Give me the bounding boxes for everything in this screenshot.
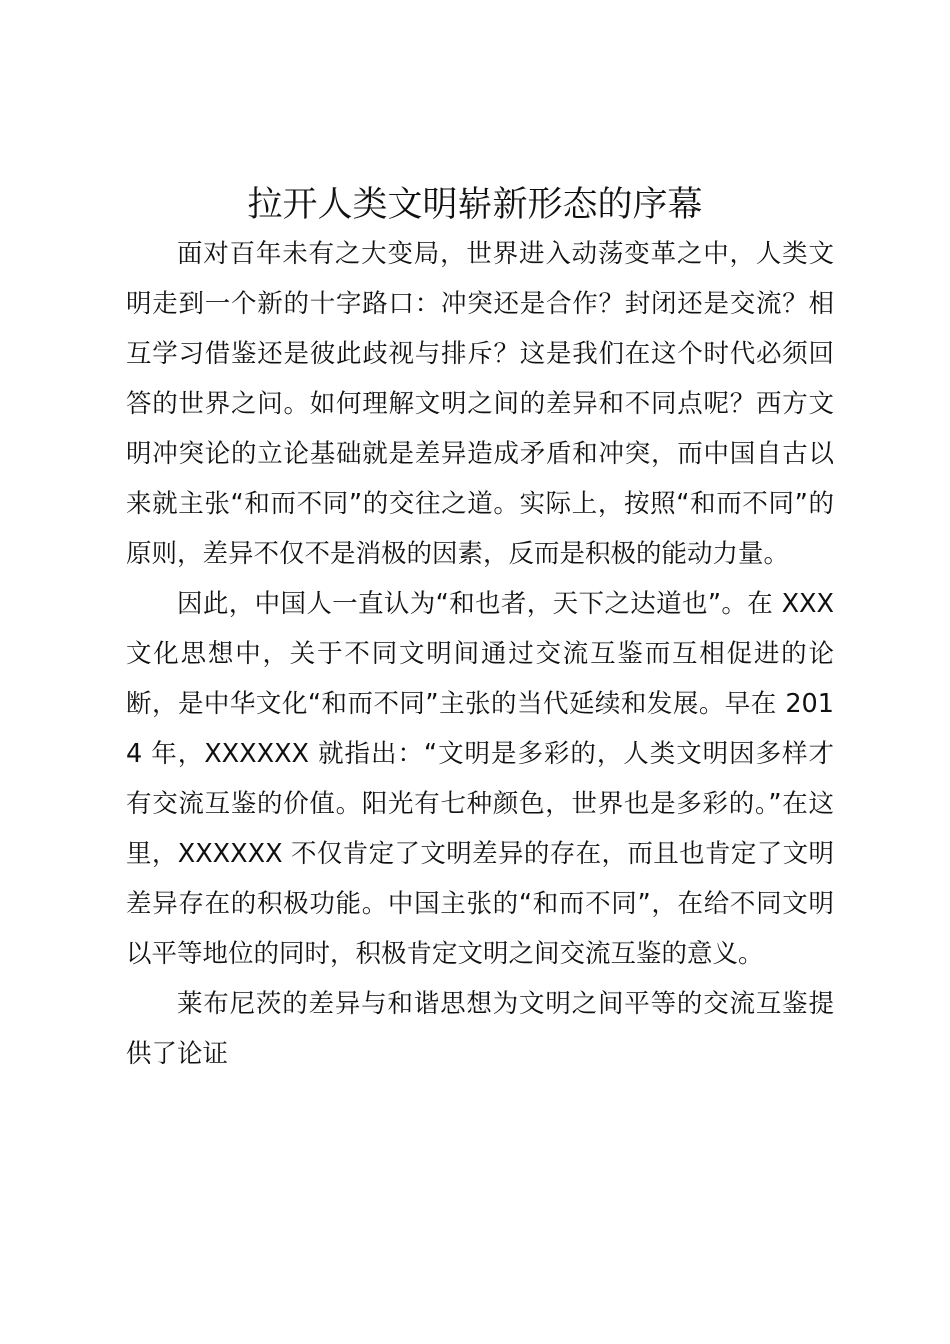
paragraph-3: 莱布尼茨的差异与和谐思想为文明之间平等的交流互鉴提供了论证 — [126, 989, 834, 1069]
paragraph-2: 因此，中国人一直认为“和也者，天下之达道也”。在 XXX 文化思想中，关于不同文明间通过交流互鉴而互相促进的论断，是中华文化“和而不同”主张的当代延续和发展。早在 2014 年，XXXXXX 就指出：“文明是多彩的，人类文明因多样才有交流互鉴的价值。阳光有七种颜色，世界也是多彩的。”在这里，XXXXXX 不仅肯定了文明差异的存在，而且也肯定了文明差异存在的积极功能。中国主张的“和而不同”，在给不同文明以平等地位的同时，积极肯定文明之间交流互鉴的意义。 — [126, 589, 834, 969]
paragraph-1: 面对百年未有之大变局，世界进入动荡变革之中，人类文明走到一个新的十字路口：冲突还是合作？封闭还是交流？相互学习借鉴还是彼此歧视与排斥？这是我们在这个时代必须回答的世界之问。如何理解文明之间的差异和不同点呢？西方文明冲突论的立论基础就是差异造成矛盾和冲突，而中国自古以来就主张“和而不同”的交往之道。实际上，按照“和而不同”的原则，差异不仅不是消极的因素，反而是积极的能动力量。 — [126, 239, 834, 569]
document-title: 拉开人类文明崭新形态的序幕 — [247, 185, 703, 225]
document-body — [126, 229, 834, 1079]
